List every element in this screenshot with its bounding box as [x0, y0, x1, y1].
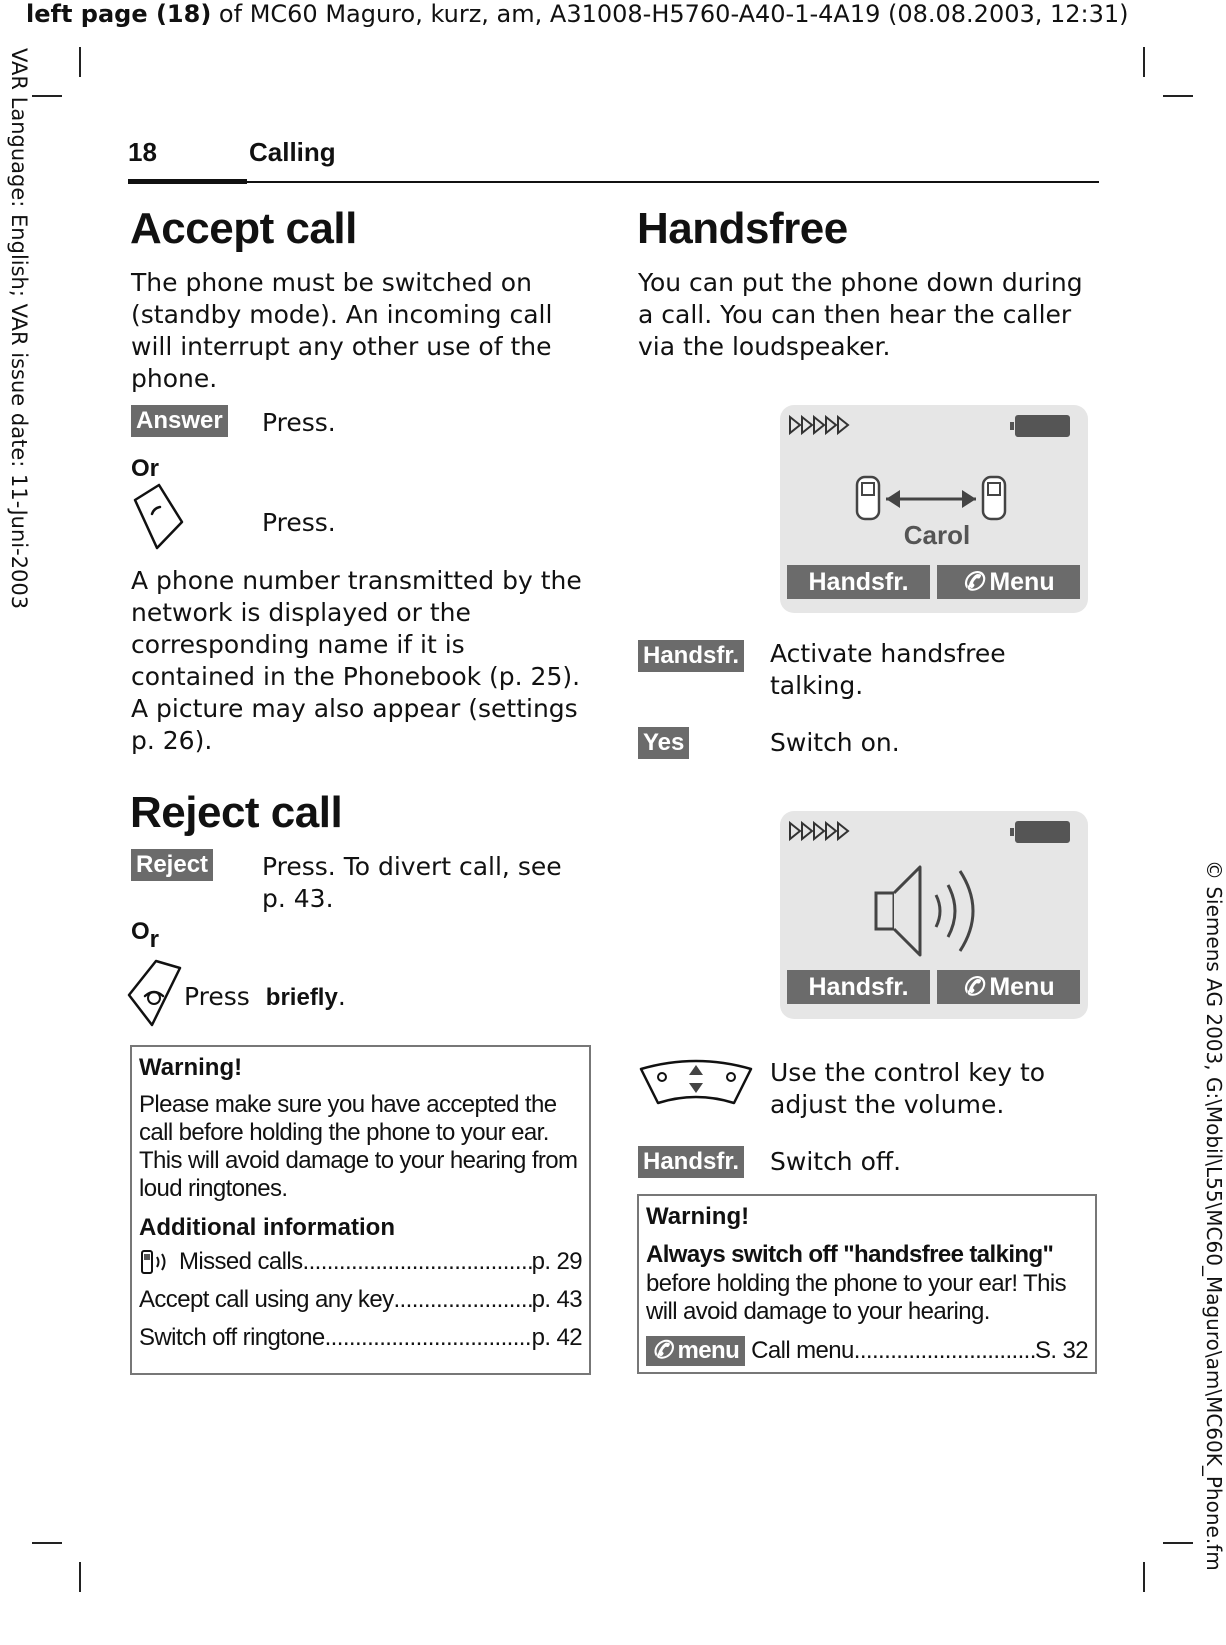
print-header [26, 0, 1129, 28]
call-key-instruction: Press. [262, 508, 336, 537]
loudspeaker-icon [870, 861, 1000, 961]
or-label-o: O [131, 918, 150, 945]
accept-call-intro: The phone must be switched on (standby mode). An incoming call will interrupt any other use of the phone. [131, 268, 553, 393]
side-text-left: VAR Language: English; VAR issue date: 11-Juni-2003 [7, 48, 31, 610]
menu-phone-icon: ✆ [962, 568, 984, 596]
call-key-icon [131, 482, 187, 550]
handsfree-heading: Handsfree [637, 204, 848, 253]
caller-name: Carol [903, 520, 971, 550]
reject-call-heading: Reject call [130, 788, 343, 837]
briefly-label: briefly [265, 984, 338, 1011]
ref-dots [303, 1243, 532, 1281]
side-text-left-wrapper [0, 48, 30, 628]
display-softkey-handsfr[interactable]: Handsfr. [787, 565, 930, 599]
phone-display-handsfree [780, 811, 1088, 1019]
reject-instruction: Press. To divert call, see p. 43. [262, 852, 562, 913]
print-header-info: of MC60 Maguro, kurz, am, A31008-H5760-A40-1-4A19 (08.08.2003, 12:31) [211, 0, 1129, 28]
ref-dots [393, 1281, 531, 1319]
battery-icon [1010, 819, 1072, 845]
crop-mark [32, 1542, 62, 1544]
answer-softkey: Answer [131, 405, 228, 437]
crop-mark [1163, 1542, 1193, 1544]
ref-dots [325, 1319, 532, 1357]
signal-strength-icon [788, 819, 852, 843]
accept-call-info: A phone number transmitted by the network is displayed or the corresponding name if it is contained in the Phonebook (p. 25). A picture may also appear (settings p. 26). [131, 566, 582, 755]
ref-row-accept-any-key [139, 1281, 582, 1319]
print-header-page: left page (18) [26, 0, 212, 28]
warning-box-left [130, 1045, 591, 1375]
ref-row-missed-calls [139, 1243, 582, 1281]
side-text-right: © Siemens AG 2003, G:\Mobil\L55\MC60_Maguro\am\MC60K_Phone.fm [1202, 860, 1226, 1571]
handsfr-instruction: Activate handsfree talking. [770, 639, 1006, 700]
warning-text: before holding the phone to your ear! This will avoid damage to your hearing. [646, 1270, 1066, 1325]
display-softkey-handsfr[interactable]: Handsfr. [787, 970, 930, 1004]
battery-icon [1010, 413, 1072, 439]
yes-softkey: Yes [638, 727, 689, 759]
ref-row-switch-off-ringtone [139, 1319, 582, 1357]
ref-label: Switch off ringtone [139, 1324, 325, 1351]
menu-phone-icon: ✆ [652, 1337, 672, 1364]
or-label-r: r [149, 926, 160, 953]
end-key-icon [126, 958, 184, 1028]
additional-info-title: Additional information [139, 1214, 395, 1241]
or-label: Or [131, 455, 160, 482]
display-softkey-menu-label: Menu [989, 973, 1055, 1001]
ref-label: Call menu [751, 1337, 854, 1364]
ref-page: S. 32 [1034, 1337, 1088, 1364]
handsfr-off-softkey: Handsfr. [638, 1146, 744, 1178]
reject-softkey: Reject [131, 849, 213, 881]
handsfree-intro: You can put the phone down during a call. You can then hear the caller via the loudspeaker. [638, 268, 1083, 361]
header-rule-accent [128, 179, 247, 184]
display-softkey-menu[interactable] [937, 565, 1080, 599]
end-key-instruction [184, 981, 346, 1013]
yes-instruction: Switch on. [770, 728, 900, 757]
handsfr-off-instruction: Switch off. [770, 1147, 902, 1176]
warning-text: Please make sure you have accepted the call before holding the phone to your ear. This will avoid damage to your hearing from loud ringtones. [139, 1091, 578, 1202]
display-softkey-menu[interactable] [937, 970, 1080, 1004]
volume-instruction: Use the control key to adjust the volume. [770, 1058, 1046, 1119]
menu-phone-icon: ✆ [962, 973, 984, 1001]
ref-page: p. 42 [531, 1324, 582, 1351]
ref-label: Accept call using any key [139, 1286, 394, 1313]
missed-call-icon [139, 1245, 177, 1279]
warning-title: Warning! [139, 1054, 243, 1081]
crop-mark [1143, 47, 1145, 77]
handsfr-softkey: Handsfr. [638, 640, 744, 672]
header-rule [128, 181, 1099, 183]
side-text-right-wrapper [1196, 860, 1226, 1645]
menu-softkey [646, 1336, 745, 1366]
ref-page: p. 43 [531, 1286, 582, 1313]
warning-box-right [637, 1194, 1097, 1374]
period-label: . [337, 982, 346, 1011]
or-label-reject [131, 918, 160, 953]
ref-row-call-menu [646, 1332, 1088, 1370]
page-section-title: Calling [249, 137, 336, 167]
warning-title: Warning! [646, 1203, 750, 1230]
press-label: Press [184, 982, 250, 1011]
menu-softkey-label: menu [677, 1337, 740, 1364]
crop-mark [1143, 1562, 1145, 1592]
ref-dots [854, 1332, 1035, 1370]
display-softkey-menu-label: Menu [989, 568, 1055, 596]
page-number: 18 [128, 137, 157, 167]
warning-bold-text: Always switch off "handsfree talking" [646, 1241, 1054, 1268]
signal-strength-icon [788, 413, 852, 437]
phone-display-call [780, 405, 1088, 613]
accept-call-heading: Accept call [130, 204, 357, 253]
ref-page: p. 29 [531, 1248, 582, 1275]
crop-mark [1163, 95, 1193, 97]
control-key-icon [638, 1055, 754, 1109]
answer-instruction: Press. [262, 408, 336, 437]
crop-mark [79, 47, 81, 77]
crop-mark [79, 1562, 81, 1592]
ref-label: Missed calls [179, 1248, 303, 1275]
crop-mark [32, 95, 62, 97]
